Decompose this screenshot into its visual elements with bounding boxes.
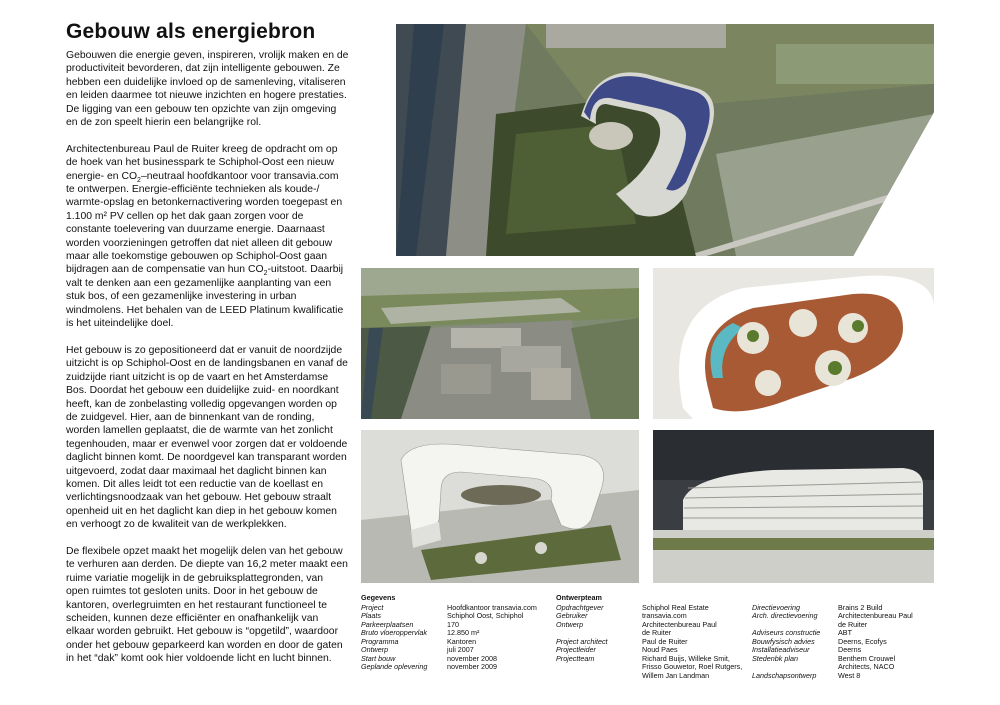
facts-heading: Gegevens	[361, 593, 396, 602]
fact-row: Bouwfysisch advies Deerns, Ecofys	[752, 636, 887, 646]
photo-model-top-view	[653, 268, 934, 419]
paragraph-orientation: Het gebouw is zo gepositioneerd dat er vanuit de noordzijde uitzicht is op Schiphol-Oost en de landingsbanen en vanaf de zuidzijde riant uitzicht is op de vaart en het Amsterdamse Bos. Doordat het gebouw een duidelijke zuid- en noordkant heeft, kan de zonbelasting volledig opgevangen worden op de zuidgevel. Hier, aan de binnenkant van de ronding, worden lamellen geplaatst, die de warmte van het zonlicht tegenhouden, maar er evenwel voor zorgen dat er voldoende daglicht binnen komt. De noordgevel kan transparant worden uitgevoerd, zodat daar maximaal het daglicht binnen kan komen. Dit alles leidt tot een reductie van de koellast en verlichtingsnoodzaak van het gebouw. Het gebouw straalt openheid uit en het daglicht kan diep in het gebouw komen en verhoogt zo de kwaliteit van de werkplekken.	[66, 344, 348, 531]
photo-schiphol-oost-aerial	[361, 268, 639, 419]
fact-row: de Ruiter	[838, 619, 868, 629]
fact-row: Ontwerp juli 2007	[361, 645, 474, 654]
fact-row: Ontwerp Architectenbureau Paul	[556, 619, 717, 629]
paragraph-assignment: Architectenbureau Paul de Ruiter kreeg de opdracht om op de hoek van het businesspark te Schiphol-Oost een nieuw energie- en $CO_2$–neutraal hoofdkantoor voor transavia.com te ontwerpen. Energie-efficiënte technieken als koude-/ warmte-opslag en betonkernactivering worden toegepast en 1.100 m² PV cellen op het dak gaan zorgen voor de constante toelevering van duurzame energie. Daarnaast worden voorzieningen getroffen dat niet alleen dit gebouw maar alle toekomstige gebouwen op Schiphol-Oost gaan bijdragen aan de compensatie van hun $CO_2$-uitstoot. Daarbij valt te denken aan een gezamenlijke aanplanting van een stuk bos, of een gezamenlijke investering in urban windmolens. Het behalen van de LEED Platinum kwalificatie is het uiteindelijke doel.	[66, 143, 344, 330]
fact-row: Architects, NACO	[838, 662, 895, 671]
fact-row: Project Hoofdkantoor transavia.com	[361, 602, 537, 612]
facts-heading	[752, 594, 938, 603]
fact-row: Willem Jan Landman	[642, 670, 710, 680]
fact-row: Adviseurs constructie ABT	[752, 628, 852, 637]
fact-row: Installatieadviseur Deerns	[752, 645, 862, 654]
fact-row: Projectteam Richard Buijs, Willeke Smit,	[556, 653, 730, 663]
render-building-aerial	[396, 24, 934, 256]
fact-row: Frisso Gouwetor, Roel Rutgers,	[642, 662, 743, 671]
facts-gegevens	[361, 594, 543, 672]
photo-model-side-view	[653, 430, 934, 583]
fact-row: Project architect Paul de Ruiter	[556, 636, 688, 646]
fact-row: Plaats Schiphol Oost, Schiphol	[361, 611, 524, 620]
fact-row: de Ruiter	[642, 628, 672, 637]
fact-row: Arch. directievoering Architectenbureau Paul	[752, 611, 913, 620]
page-title: Gebouw als energiebron	[66, 20, 316, 43]
fact-row: Directievoering Brains 2 Build	[752, 602, 883, 612]
fact-row: Projectleider Noud Paes	[556, 645, 678, 654]
fact-row: Bruto vloeroppervlak 12.850 m²	[361, 628, 480, 637]
fact-row: Landschapsontwerp West 8	[752, 670, 861, 680]
photo-model-perspective	[361, 430, 639, 583]
fact-row: Gebruiker transavia.com	[556, 611, 687, 620]
facts-ontwerpteam	[556, 594, 746, 680]
fact-row: Geplande oplevering november 2009	[361, 662, 497, 671]
paragraph-intro: Gebouwen die energie geven, inspireren, vrolijk maken en de productiviteit bevorderen, dat zijn intelligente gebouwen. Ze hebben een duidelijke invloed op de samenleving, vitaliseren en leiden daarmee tot nieuwe inzichten en hogere prestaties. De ligging van een gebouw ten opzichte van zijn omgeving en de zon speelt hierin een belangrijke rol.	[66, 50, 349, 129]
fact-row: Stedenbk plan Benthem Crouwel	[752, 653, 896, 663]
facts-heading: Ontwerpteam	[556, 593, 602, 602]
article-body	[66, 49, 349, 679]
fact-row: Opdrachtgever Schiphol Real Estate	[556, 602, 709, 612]
facts-adviseurs	[752, 594, 938, 680]
fact-row: Parkeerplaatsen 170	[361, 619, 459, 629]
fact-row: Programma Kantoren	[361, 636, 477, 646]
fact-row: Start bouw november 2008	[361, 653, 497, 663]
paragraph-flexibility: De flexibele opzet maakt het mogelijk delen van het gebouw te verhuren aan derden. De diepte van 16,2 meter maakt een ruime variatie mogelijk in de gebruiksplattegronden, van open ruimtes tot gesloten units. Door in het gebouw de kantoren, overlegruimten en het restaurant functioneel te scheiden, kunnen deze efficiënter en onafhankelijk van elkaar worden gebruikt. Het gebouw is “opgetild”, waardoor onder het gebouw geparkeerd kan worden en door de gaten in het “dak” komt ook hier voldoende licht en lucht binnen.	[66, 545, 348, 665]
